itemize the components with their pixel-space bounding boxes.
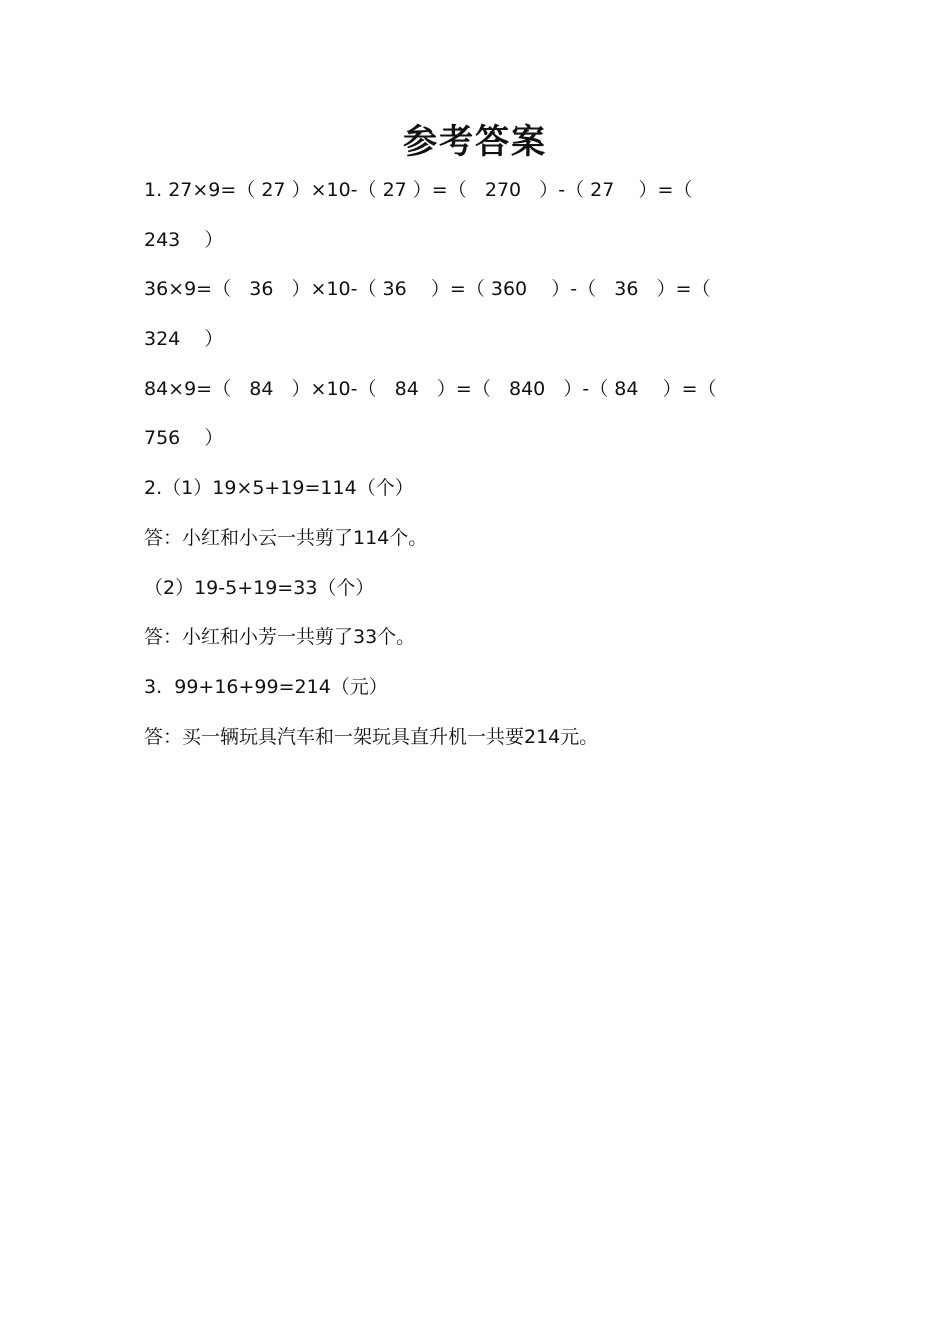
q1-row-3-blank-d: 84 (614, 377, 639, 400)
q1-row-2-blank-a: 36 (249, 278, 274, 301)
q2-part-2-calculation: （2）19-5+19=33（个） (144, 576, 375, 599)
q3-answer: 答：买一辆玩具汽车和一架玩具直升机一共要214元。 (144, 725, 599, 748)
q1-row-3-result-line: 756 ） (144, 427, 224, 450)
q1-row-1-expression: 27×9= (168, 179, 237, 201)
q1-row-3-blank-b: 84 (394, 377, 419, 400)
q2-part-1-answer: 答：小红和小云一共剪了114个。 (144, 526, 428, 549)
q1-row-3-blank-c: 840 (508, 377, 546, 400)
q1-row-3-expression: 84×9= (144, 377, 213, 400)
q1-row-2: 36×9=（ 36 ）×10-（ 36 ）=（ 360 ）-（ 36 ）=（ (144, 278, 711, 301)
page-title: 参考答案 (403, 122, 547, 162)
q2-part-1-calculation-line (144, 464, 824, 514)
q1-row-3-result: 756 (144, 427, 181, 450)
q1-row-3-blank-a: 84 (249, 377, 274, 400)
q1-row-1: 1. 27×9=（ 27 ）×10-（ 27 ）=（ 270 ）-（ 27 ）=（ (144, 179, 693, 201)
q1-row-3: 84×9=（ 84 ）×10-（ 84 ）=（ 840 ）-（ 84 ）=（ (144, 377, 717, 400)
q1-row-2-expression: 36×9= (144, 278, 213, 301)
q1-row-2-result: 324 (144, 328, 181, 351)
q1-row-1-blank-c: 270 (484, 179, 522, 201)
q3-calculation-line (144, 663, 824, 713)
q2-part-1-calculation: （1）19×5+19=114（个） (162, 477, 414, 500)
q1-number: 1. (144, 179, 163, 201)
q1-row-1-blank-b: 27 (382, 179, 407, 201)
q2-number: 2. (144, 477, 163, 500)
q2-part-2-answer: 答：小红和小芳一共剪了33个。 (144, 626, 416, 649)
q1-row-2-blank-b: 36 (382, 278, 407, 301)
q3-calculation: 99+16+99=214（元） (174, 675, 388, 698)
q1-row-2-blank-c: 360 (490, 278, 528, 301)
q1-row-1-blank-d: 27 (590, 179, 615, 201)
q3-number: 3. (144, 675, 163, 698)
q1-row-1-result-line: 243 ） (144, 228, 224, 251)
q1-row-1-result: 243 (144, 228, 181, 251)
q1-row-2-result-line: 324 ） (144, 328, 224, 351)
q1-row-2-blank-d: 36 (614, 278, 639, 301)
answers-content (144, 166, 824, 762)
q1-row-1-blank-a: 27 (261, 179, 286, 201)
